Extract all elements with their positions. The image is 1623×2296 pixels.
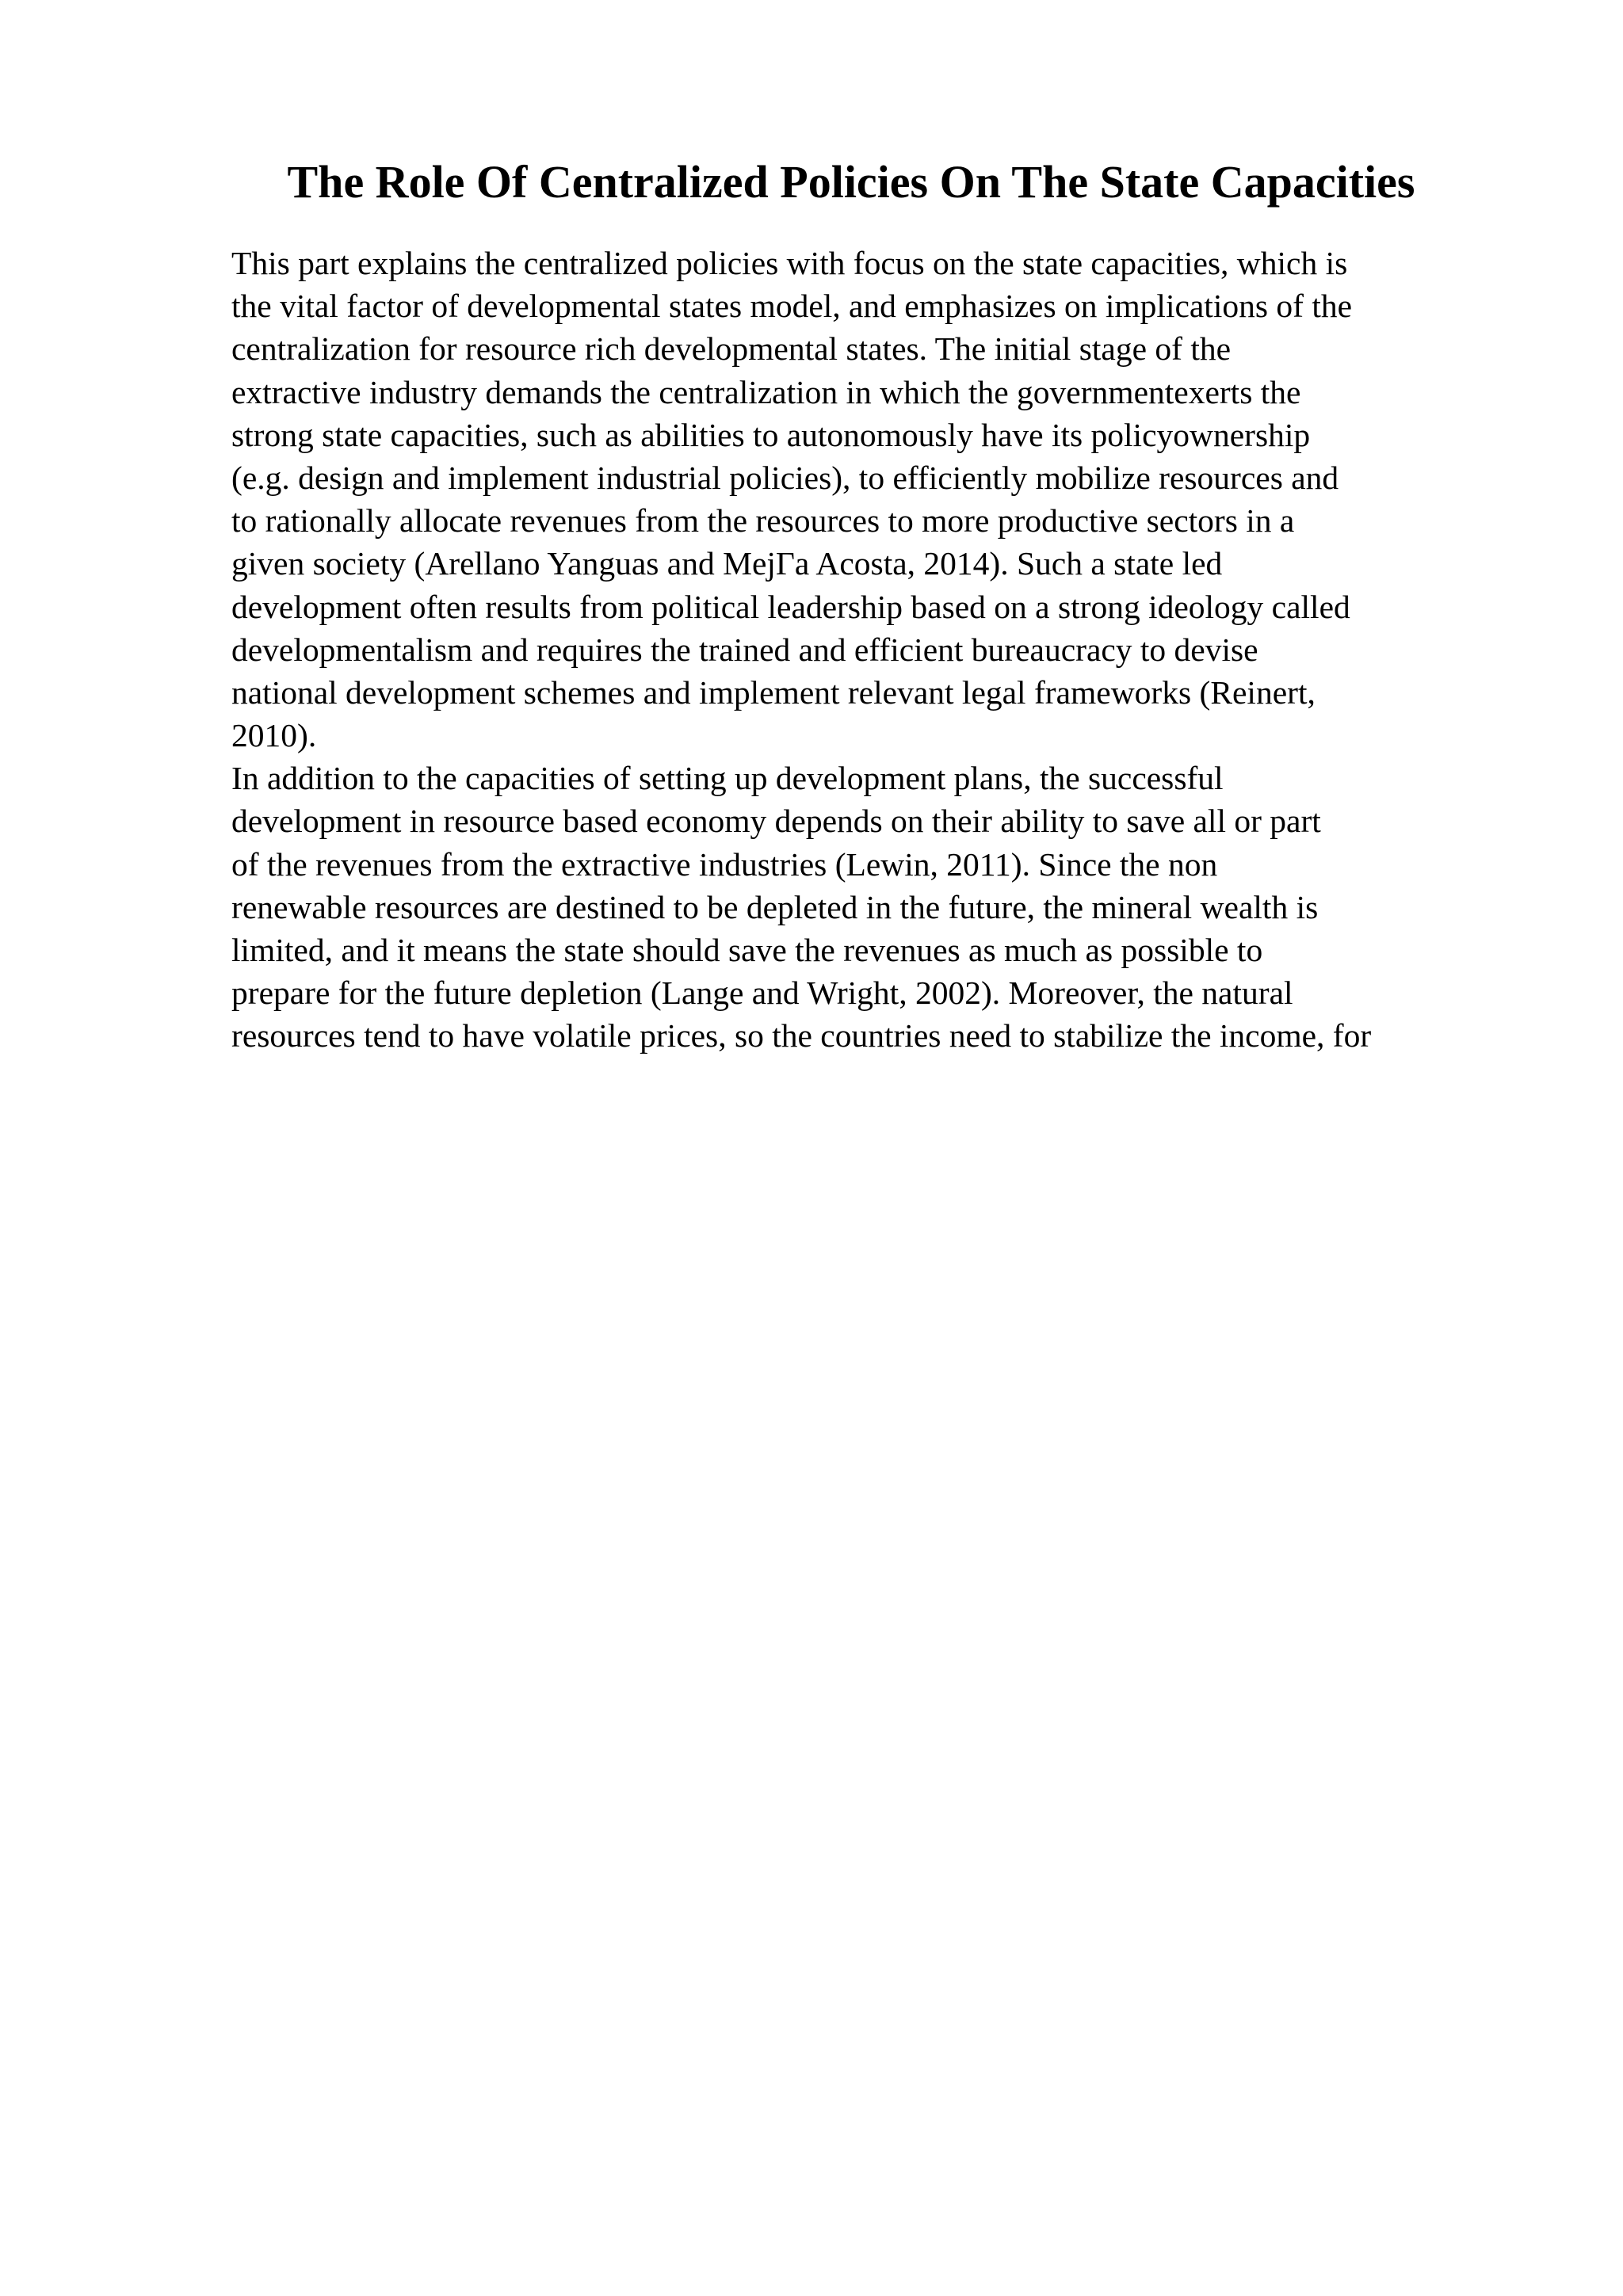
text-line: extractive industry demands the centralization in which the governmentexerts the	[231, 373, 1301, 410]
page-title: The Role Of Centralized Policies On The State Capacities	[287, 156, 1415, 208]
text-line: In addition to the capacities of setting up development plans, the successful	[231, 760, 1224, 797]
text-line: (e.g. design and implement industrial policies), to efficiently mobilize resources and	[231, 459, 1339, 496]
text-line: development often results from political leadership based on a strong ideology called	[231, 588, 1350, 625]
text-line: prepare for the future depletion (Lange and Wright, 2002). Moreover, the natural	[231, 974, 1293, 1012]
text-line: centralization for resource rich developmental states. The initial stage of the	[231, 330, 1232, 368]
text-line: of the revenues from the extractive industries (Lewin, 2011). Since the non	[231, 845, 1218, 883]
text-line: to rationally allocate revenues from the resources to more productive sectors in a	[231, 502, 1295, 540]
text-line: development in resource based economy depends on their ability to save all or part	[231, 803, 1321, 840]
text-line: resources tend to have volatile prices, so the countries need to stabilize the income, for	[231, 1017, 1372, 1055]
text-line: strong state capacities, such as abilities to autonomously have its policyownership	[231, 416, 1311, 453]
text-line: given society (Arellano Yanguas and MejГa Acosta, 2014). Such a state led	[231, 545, 1223, 582]
text-line: national development schemes and implement relevant legal frameworks (Reinert,	[231, 673, 1316, 711]
body-text	[231, 242, 1579, 1058]
text-line: renewable resources are destined to be depleted in the future, the mineral wealth is	[231, 888, 1319, 925]
text-line: 2010).	[231, 717, 317, 754]
text-line: the vital factor of developmental states model, and emphasizes on implications of the	[231, 288, 1353, 325]
text-line: developmentalism and requires the trained and efficient bureaucracy to devise	[231, 631, 1258, 668]
text-line: limited, and it means the state should save the revenues as much as possible to	[231, 932, 1263, 968]
text-line: This part explains the centralized policies with focus on the state capacities, which is	[231, 245, 1348, 281]
